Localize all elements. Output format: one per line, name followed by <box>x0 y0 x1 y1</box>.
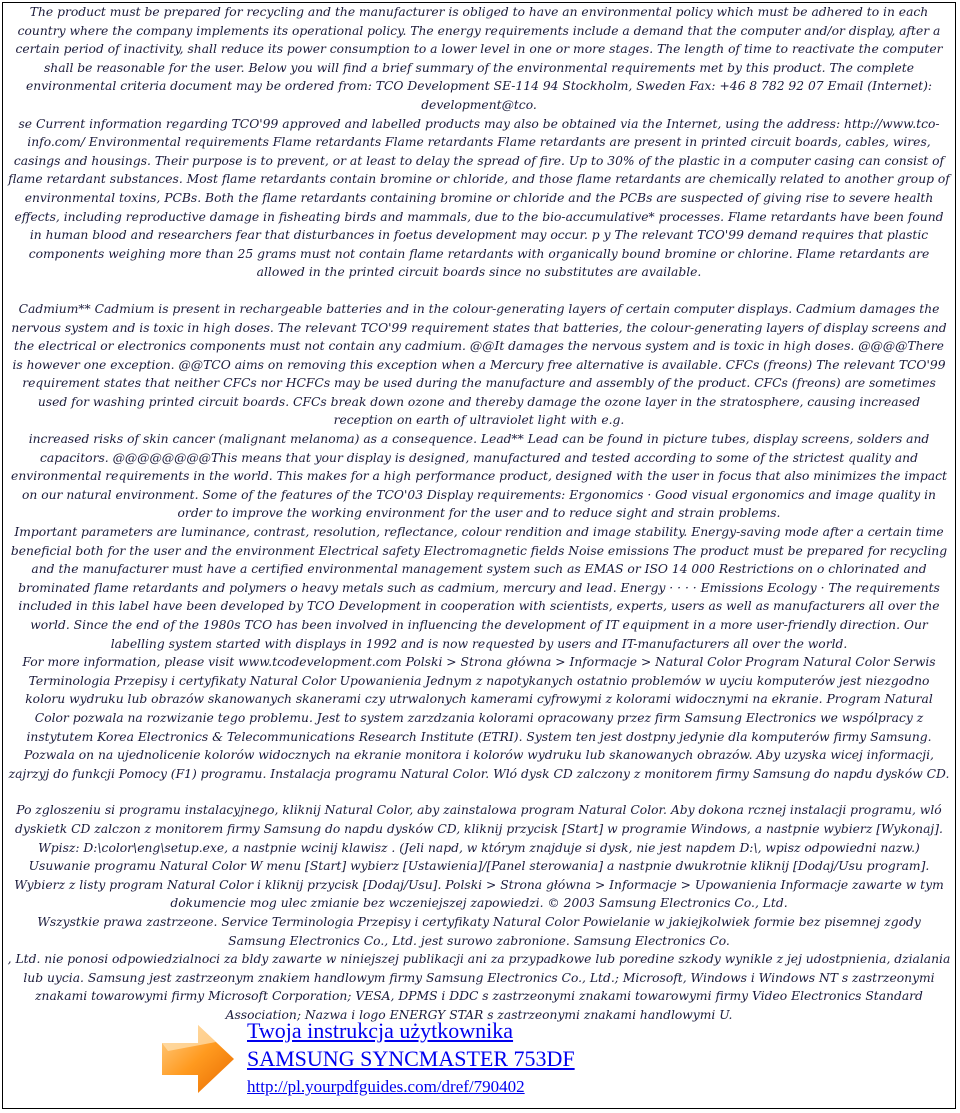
paragraph-trademarks-pl: , Ltd. nie ponosi odpowiedzialnoci za bldy zawarte w niniejszej publikacji ani za przypadkowe lub poredine szkody wynikle z jej udostpnienia, dzialania lub uycia. Samsung jest zastrzeonym znakiem handlowym firmy Samsung Electronics Co., Ltd.; Microsoft, Windows i Windows NT s zastrzeonymi znakami towarowymi firmy Microsoft Corporation; VESA, DPMS i DDC s zastrzeonymi znakami towarowymi firmy Video Electronics Standard Association; Nazwa i logo ENERGY STAR s zastrzeonymi znakami handlowymi U. <box>7 952 951 1022</box>
footer <box>3 1011 955 1109</box>
manual-link-title[interactable]: Twoja instrukcja użytkownika <box>247 1018 514 1043</box>
paragraph-lead-tco03: increased risks of skin cancer (malignant melanoma) as a consequence. Lead** Lead can be found in picture tubes, display screens, solders and capacitors. @@@@@@@@This means that your display is designed, manufactured and tested according to some of the strictest quality and environmental requirements in the world. This makes for a high performance product, designed with the user in focus that also minimizes the impact on our natural environment. Some of the features of the TCO'03 Display requirements: Ergonomics · Good visual ergonomics and image quality in order to improve the working environment for the user and to reduce sight and strain problems. <box>11 432 947 521</box>
paragraph-recycling-energy: The product must be prepared for recycling and the manufacturer is obliged to have an environmental policy which must be adhered to in each country where the company implements its operational policy. The energy requirements include a demand that the computer and/or display, after a certain period of inactivity, shall reduce its power consumption to a lower level in one or more stages. The length of time to reactivate the computer shall be reasonable for the user. Below you will find a brief summary of the environmental requirements met by this product. The complete environmental criteria document may be ordered from: TCO Development SE-114 94 Stockholm, Sweden Fax: +46 8 782 92 07 Email (Internet): development@tco. <box>15 5 943 112</box>
paragraph-gap <box>3 783 955 801</box>
manual-link-model[interactable]: SAMSUNG SYNCMASTER 753DF <box>247 1046 575 1071</box>
paragraph-parameters-tco: Important parameters are luminance, contrast, resolution, reflectance, colour rendition and image stability. Energy-saving mode after a certain time beneficial both for the user and the environment Electrical safety Electromagnetic fields Noise emissions The product must be prepared for recycling and the manufacturer must have a certified environmental management system such as EMAS or ISO 14 000 Restrictions on o chlorinated and brominated flame retardants and polymers o heavy metals such as cadmium, mercury and lead. Energy · · · · Emissions Ecology · The requirements included in this label have been developed by TCO Development in cooperation with scientists, experts, users as well as manufacturers all over the world. Since the end of the 1980s TCO has been involved in influencing the development of IT equipment in a more user-friendly direction. Our labelling system started with displays in 1992 and is now requested by users and IT-manufacturers all over the world. <box>10 525 948 651</box>
paragraph-flame-retardants: se Current information regarding TCO'99 approved and labelled products may also be obtained via the Internet, using the address: http://www.tco-info.com/ Environmental requirements Flame retardants Flame retardants Flame retardants are present in printed circuit boards, cables, wires, casings and housings. Their purpose is to prevent, or at least to delay the spread of fire. Up to 30% of the plastic in a computer casing can consist of flame retardant substances. Most flame retardants contain bromine or chloride, and those flame retardants are chemically related to another group of environmental toxins, PCBs. Both the flame retardants containing bromine or chloride and the PCBs are suspected of giving rise to severe health effects, including reproductive damage in fisheating birds and mammals, due to the bio-accumulative* processes. Flame retardants have been found in human blood and researchers fear that disturbances in foetus development may occur. p y The relevant TCO'99 demand requires that plastic components weighing more than 25 grams must not contain flame retardants with organically bound bromine or chlorine. Flame retardants are allowed in the printed circuit boards since no substitutes are available. <box>8 116 950 280</box>
manual-link-url[interactable]: http://pl.yourpdfguides.com/dref/790402 <box>247 1077 525 1096</box>
paragraph-gap <box>3 282 955 300</box>
orange-arrow-icon <box>158 1021 236 1097</box>
document-page <box>2 2 956 1109</box>
footer-links <box>247 1017 575 1101</box>
paragraph-copyright-pl: Wszystkie prawa zastrzeone. Service Terminologia Przepisy i certyfikaty Natural Color Powielanie w jakiejkolwiek formie bez pisemnej zgody Samsung Electronics Co., Ltd. jest surowo zabronione. Samsung Electronics Co. <box>37 914 921 948</box>
paragraph-installation-pl: Po zgloszeniu si programu instalacyjnego, kliknij Natural Color, aby zainstalowa program Natural Color. Aby dokona rcznej instalacji programu, wló dyskietk CD zalczon z monitorem firmy Samsung do napdu dysków CD, kliknij przycisk [Start] w programie Windows, a nastpnie wybierz [Wykonaj]. Wpisz: D:\color\eng\setup.exe, a nastpnie wcinij klawisz . (Jeli napd, w którym znajduje si dysk, nie jest napdem D:\, wpisz odpowiedni nazw.) Usuwanie programu Natural Color W menu [Start] wybierz [Ustawienia]/[Panel sterowania] a nastpnie dwukrotnie kliknij [Dodaj/Usu program]. Wybierz z listy program Natural Color i kliknij przycisk [Dodaj/Usu]. Polski > Strona główna > Informacje > Upowanienia Informacje zawarte w tym dokumencie mog ulec zmianie bez wczeniejszej zapowiedzi. © 2003 Samsung Electronics Co., Ltd. <box>14 803 944 911</box>
paragraph-natural-color-pl: For more information, please visit www.tcodevelopment.com Polski > Strona główna > Informacje > Natural Color Program Natural Color Serwis Terminologia Przepisy i certyfikaty Natural Color Upowanienia Jednym z napotykanych ostatnio problemów w uyciu komputerów jest niezgodno koloru wydruku lub obrazów skanowanych skanerami czy utrwalonych kamerami cyfrowymi z kolorami widocznymi na ekranie. Program Natural Color pozwala na rozwizanie tego problemu. Jest to system zarzdzania kolorami opracowany przez firm Samsung Electronics we wspólpracy z instytutem Korea Electronics & Telecommunications Research Institute (ETRI). System ten jest dostpny jedynie dla komputerów firmy Samsung. Pozwala on na ujednolicenie kolorów widocznych na ekranie monitora i kolorów wydruku lub skanowanych obrazów. Aby uzyska wicej informacji, zajrzyj do funkcji Pomocy (F1) programu. Instalacja programu Natural Color. Wló dysk CD zalczony z monitorem firmy Samsung do napdu dysków CD. <box>8 655 950 781</box>
paragraph-cadmium-cfcs: Cadmium** Cadmium is present in rechargeable batteries and in the colour-generating layers of certain computer displays. Cadmium damages the nervous system and is toxic in high doses. The relevant TCO'99 requirement states that batteries, the colour-generating layers of display screens and the electrical or electronics components must not contain any cadmium. @@It damages the nervous system and is toxic in high doses. @@@@There is however one exception. @@TCO aims on removing this exception when a Mercury free alternative is available. CFCs (freons) The relevant TCO'99 requirement states that neither CFCs nor HCFCs may be used during the manufacture and assembly of the product. CFCs (freons) are sometimes used for washing printed circuit boards. CFCs break down ozone and thereby damage the ozone layer in the stratosphere, causing increased reception on earth of ultraviolet light with e.g. <box>11 301 947 428</box>
